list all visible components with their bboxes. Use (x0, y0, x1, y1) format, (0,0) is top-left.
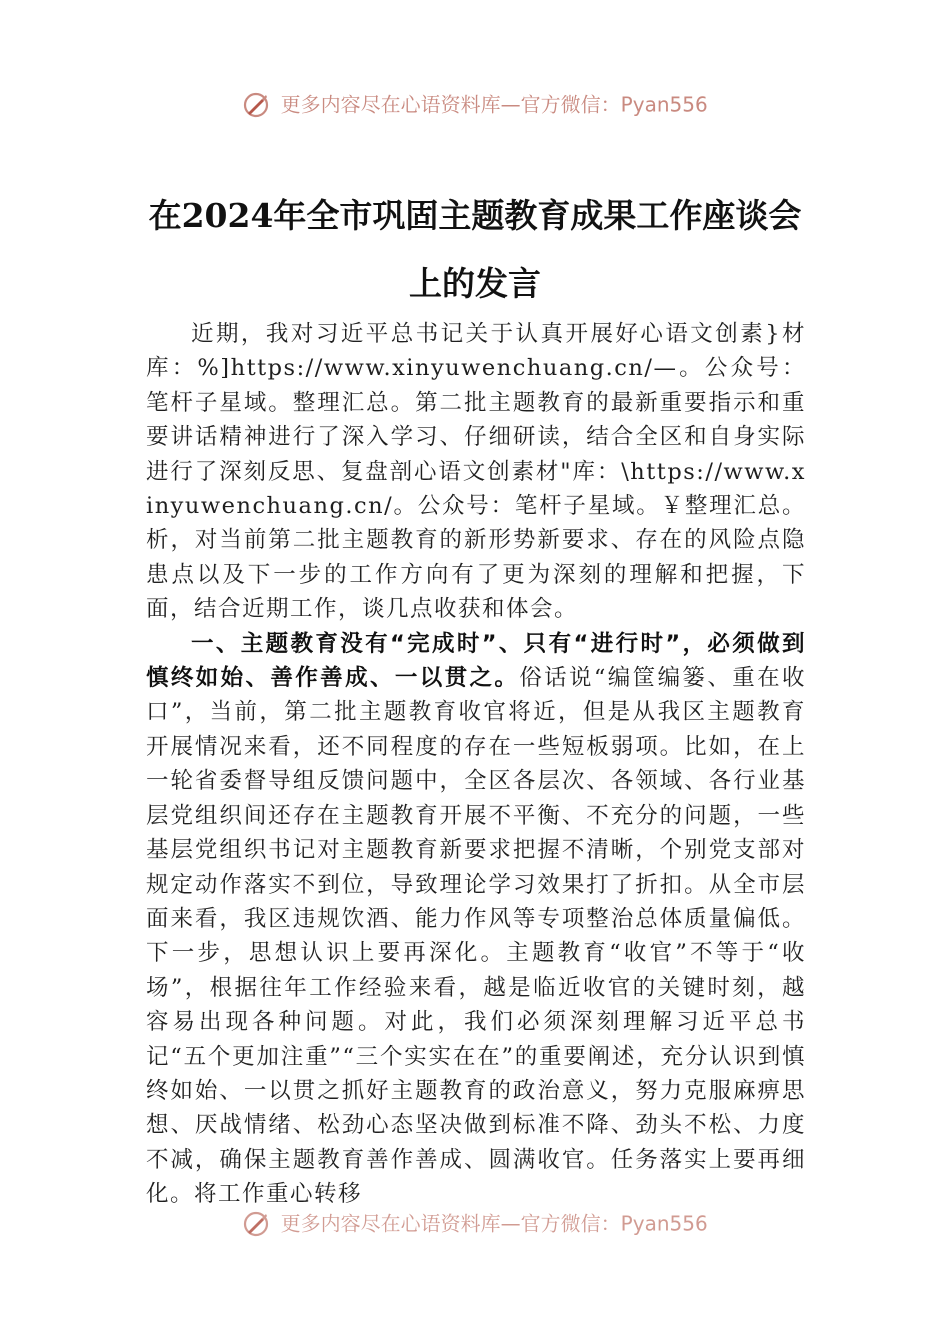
watermark-text: 更多内容尽在心语资料库—官方微信：Pyan556 (280, 1211, 708, 1236)
paragraph-text: 俗话说“编筐编篓、重在收口”，当前，第二批主题教育收官将近，但是从我区主题教育开展情况来看，还不同程度的存在一些短板弱项。比如，在上一轮省委督导组反馈问题中，全区各层次、各领域、各行业基层党组织间还存在主题教育开展不平衡、不充分的问题，一些基层党组织书记对主题教育新要求把握不清晰，个别党支部对规定动作落实不到位，导致理论学习效果打了折扣。从全市层面来看，我区违规饮酒、能力作风等专项整治总体质量偏低。下一步，思想认识上要再深化。主题教育“收官”不等于“收场”，根据往年工作经验来看，越是临近收官的关键时刻，越容易出现各种问题。对此，我们必须深刻理解习近平总书记“五个更加注重”“三个实实在在”的重要阐述，充分认识到慎终如始、一以贯之抓好主题教育的政治意义，努力克服麻痹思想、厌战情绪、松劲心态坚决做到标准不降、劲头不松、力度不减，确保主题教育善作善成、圆满收官。任务落实上要再细化。将工作重心转移 (146, 665, 806, 1208)
document-body (146, 317, 806, 1212)
paragraph-text: 近期，我对习近平总书记关于认真开展好心语文创素}材库：%]https://www.xinyuwenchuang.cn/—。公众号：笔杆子星域。整理汇总。第二批主题教育的最新重要指示和重要讲话精神进行了深入学习、仔细研读，结合全区和自身实际进行了深刻反思、复盘剖心语文创素材"库：\https://www.xinyuwenchuang.cn/。公众号：笔杆子星域。￥整理汇总。析，对当前第二批主题教育的新形势新要求、存在的风险点隐患点以及下一步的工作方向有了更为深刻的理解和把握，下面，结合近期工作，谈几点收获和体会。 (146, 321, 806, 623)
section-heading: 一、主题教育没有“完成时”、只有“进行时”，必须做到慎终如始、善作善成、一以贯之。 (146, 630, 806, 692)
pen-logo-icon (242, 1210, 270, 1238)
watermark-header (0, 89, 950, 119)
watermark-footer (0, 1208, 950, 1238)
pen-logo-icon (242, 91, 270, 119)
page-title: 在2024年全市巩固主题教育成果工作座谈会上的发言 (148, 196, 802, 303)
watermark-text: 更多内容尽在心语资料库—官方微信：Pyan556 (280, 92, 708, 117)
paragraph-section-1 (146, 627, 806, 1212)
paragraph-intro (146, 317, 806, 627)
